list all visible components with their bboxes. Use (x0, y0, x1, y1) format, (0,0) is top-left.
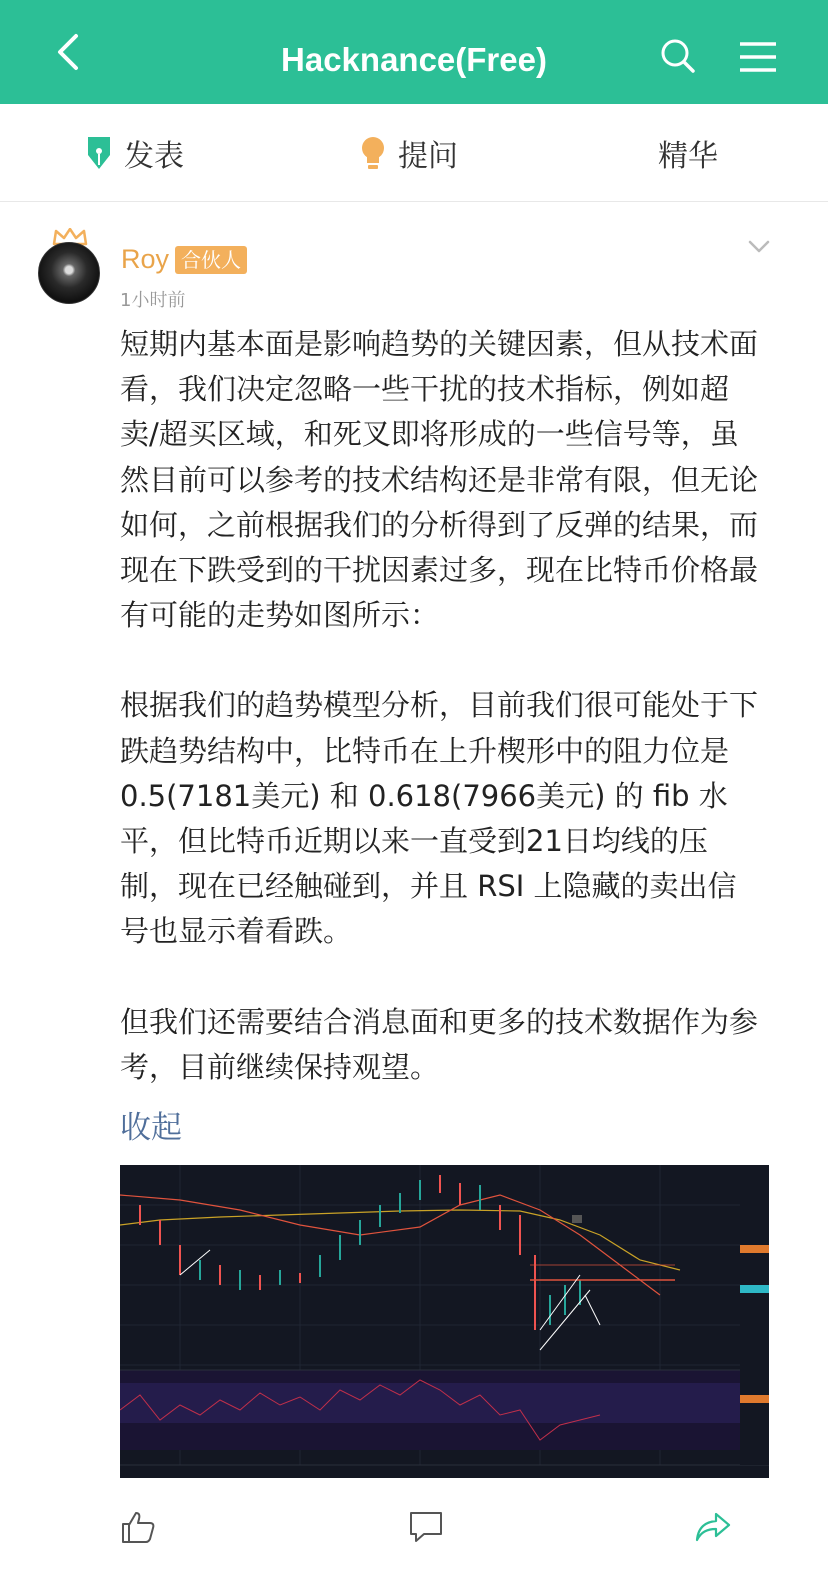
post-paragraph: 但我们还需要结合消息面和更多的技术数据作为参考，目前继续保持观望。 (120, 1004, 759, 1084)
author-avatar-wrap[interactable] (38, 228, 102, 306)
tab-bar (0, 104, 828, 202)
tab-ask-label: 提问 (398, 139, 458, 174)
partner-badge: 合伙人 (175, 246, 247, 274)
tab-featured[interactable] (658, 104, 718, 202)
search-icon[interactable] (660, 38, 696, 74)
pen-icon (84, 135, 114, 171)
post-paragraph: 短期内基本面是影响趋势的关键因素，但从技术面看，我们决定忽略一些干扰的技术指标，例如超卖/超买区域，和死叉即将形成的一些信号等，虽然目前可以参考的技术结构还是非常有限，但无论如何，之前根据我们的分析得到了反弹的结果，而现在下跌受到的干扰因素过多，现在比特币价格最有可能的走势如图所示： (120, 327, 759, 633)
action-bar (0, 1500, 828, 1560)
collapse-link[interactable]: 收起 (120, 1110, 182, 1146)
menu-icon[interactable] (738, 40, 778, 74)
chevron-down-icon[interactable] (748, 240, 770, 254)
avatar[interactable] (38, 242, 100, 304)
share-icon[interactable] (695, 1510, 731, 1544)
tab-post-label: 发表 (124, 139, 184, 174)
lightbulb-icon (358, 135, 388, 171)
post-body (120, 322, 760, 1090)
tab-featured-label: 精华 (658, 139, 718, 174)
author-name[interactable]: Roy (121, 244, 170, 274)
comment-icon[interactable] (408, 1510, 444, 1544)
tab-ask[interactable] (358, 104, 458, 202)
chart-image[interactable] (120, 1165, 769, 1478)
thumbs-up-icon[interactable] (120, 1510, 156, 1544)
tab-post[interactable] (84, 104, 184, 202)
post-time: 1小时前 (120, 290, 186, 311)
top-bar (0, 0, 828, 104)
page-title: Hacknance(Free) (281, 41, 547, 78)
post-paragraph: 根据我们的趋势模型分析，目前我们很可能处于下跌趋势结构中，比特币在上升楔形中的阻力位是0.5(7181美元) 和 0.618(7966美元) 的 fib 水平，但比特币近期以来一直受到21日均线的压制，现在已经触碰到，并且 RSI 上隐藏的卖出信号也显示着看跌。 (120, 688, 759, 949)
